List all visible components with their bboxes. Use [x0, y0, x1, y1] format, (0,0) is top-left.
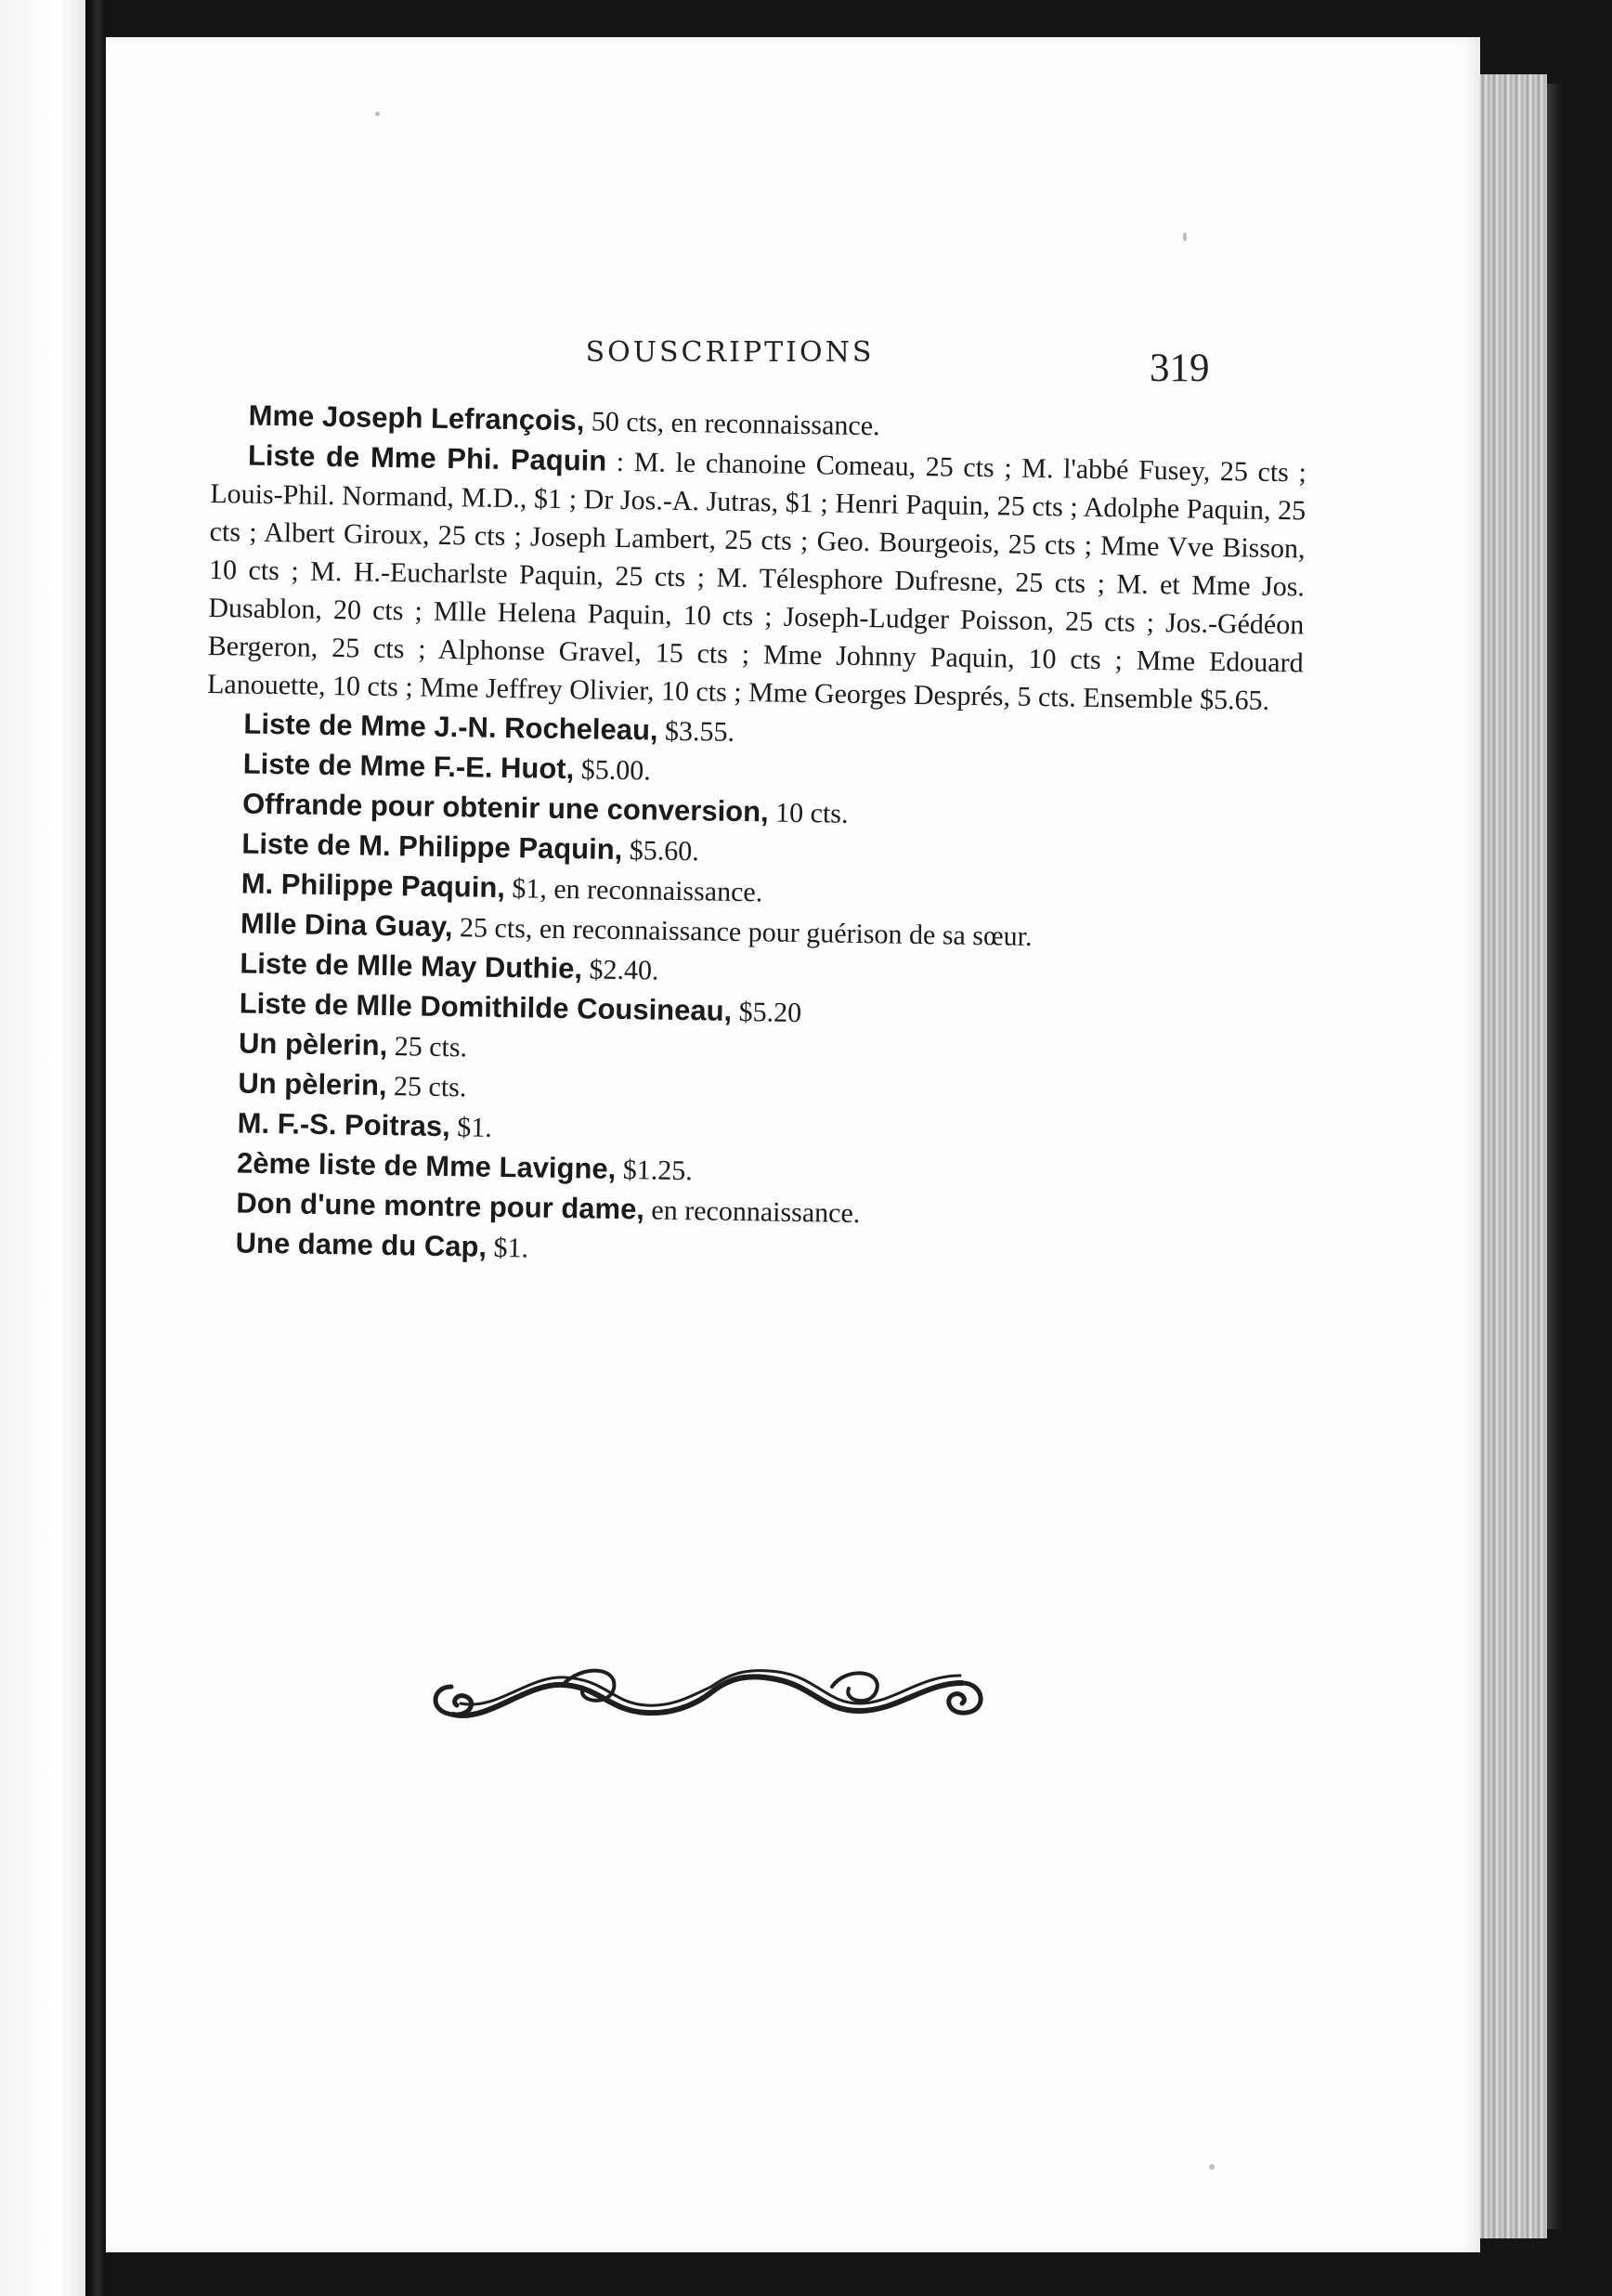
entry-name: Mme Joseph Lefrançois, [248, 398, 585, 437]
entry-name: Un pèlerin, [238, 1066, 387, 1102]
entry-detail: 25 cts. [386, 1031, 468, 1063]
entry-name: Liste de Mlle May Duthie, [240, 946, 583, 985]
entry-name: Liste de Mlle Domithilde Cousineau, [239, 986, 733, 1027]
subscription-entry [207, 436, 1306, 720]
entry-detail: 25 cts, en reconnaissance pour guérison de sa sœur. [452, 912, 1033, 952]
page-stack-edge [1480, 74, 1547, 2238]
entry-name: Liste de Mme F.-E. Huot, [242, 747, 575, 786]
paper-speck [375, 111, 380, 116]
entry-detail: $1, en reconnaissance. [504, 873, 763, 908]
entry-detail: $5.60. [622, 835, 700, 868]
entry-detail: $5.00. [573, 754, 652, 787]
book-page [106, 37, 1480, 2252]
entry-name: Don d'une montre pour dame, [236, 1186, 645, 1226]
entry-name: Un pèlerin, [238, 1026, 388, 1063]
entry-detail: 10 cts. [768, 797, 849, 829]
entry-detail: 50 cts, en reconnaissance. [584, 406, 880, 442]
entry-detail: $2.40. [581, 954, 659, 986]
entry-name: 2ème liste de Mme Lavigne, [236, 1146, 617, 1185]
page-stack-shadow [1547, 84, 1562, 2229]
running-title: SOUSCRIPTIONS [585, 336, 875, 369]
paper-speck [1209, 2164, 1215, 2170]
entry-detail: $5.20 [731, 996, 802, 1029]
entry-name: Liste de M. Philippe Paquin, [241, 827, 623, 867]
paper-speck [1183, 232, 1187, 241]
entry-detail: $1.25. [616, 1154, 694, 1187]
entry-detail: $1. [486, 1232, 529, 1264]
entry-name: M. F.-S. Poitras, [237, 1106, 451, 1143]
scroll-flourish-ornament-icon [423, 1646, 999, 1739]
entry-detail: $1. [449, 1112, 493, 1143]
entry-name: Liste de Mme Phi. Paquin [247, 438, 607, 477]
entry-name: Offrande pour obtenir une conversion, [241, 787, 769, 828]
entry-name: M. Philippe Paquin, [240, 867, 506, 905]
page-number: 319 [1150, 346, 1210, 390]
entry-name: Liste de Mme J.-N. Rocheleau, [243, 707, 658, 747]
entry-detail: 25 cts. [386, 1071, 467, 1103]
entry-detail: $3.55. [657, 715, 735, 748]
entry-name: Une dame du Cap, [235, 1226, 488, 1263]
entry-name: Mlle Dina Guay, [240, 907, 453, 944]
subscription-list [198, 396, 1307, 1280]
entry-detail: : M. le chanoine Comeau, 25 cts ; M. l'abbé Fusey, 25 cts ; Louis-Phil. Normand, M.D., $1 ; Dr Jos.-A. Jutras, $1 ; Henri Paquin, 25 cts ; Adolphe Paquin, 25 cts ; Albert Giroux, 25 cts ; Joseph Lambert, 25 cts ; Geo. Bourgeois, 25 cts ; Mme Vve Bisson, 10 cts ; M. H.-Eucharlste Paquin, 25 cts ; M. Télesphore Dufresne, 25 cts ; M. et Mme Jos. Dusablon, 20 cts ; Mlle Helena Paquin, 10 cts ; Joseph-Ludger Poisson, 25 cts ; Jos.-Gédéon Bergeron, 25 cts ; Alphonse Gravel, 15 cts ; Mme Johnny Paquin, 10 cts ; Mme Edouard Lanouette, 10 cts ; Mme Jeffrey Olivier, 10 cts ; Mme Georges Després, 5 cts. Ensemble $5.65. [206, 446, 1307, 716]
entry-detail: en reconnaissance. [644, 1194, 861, 1230]
